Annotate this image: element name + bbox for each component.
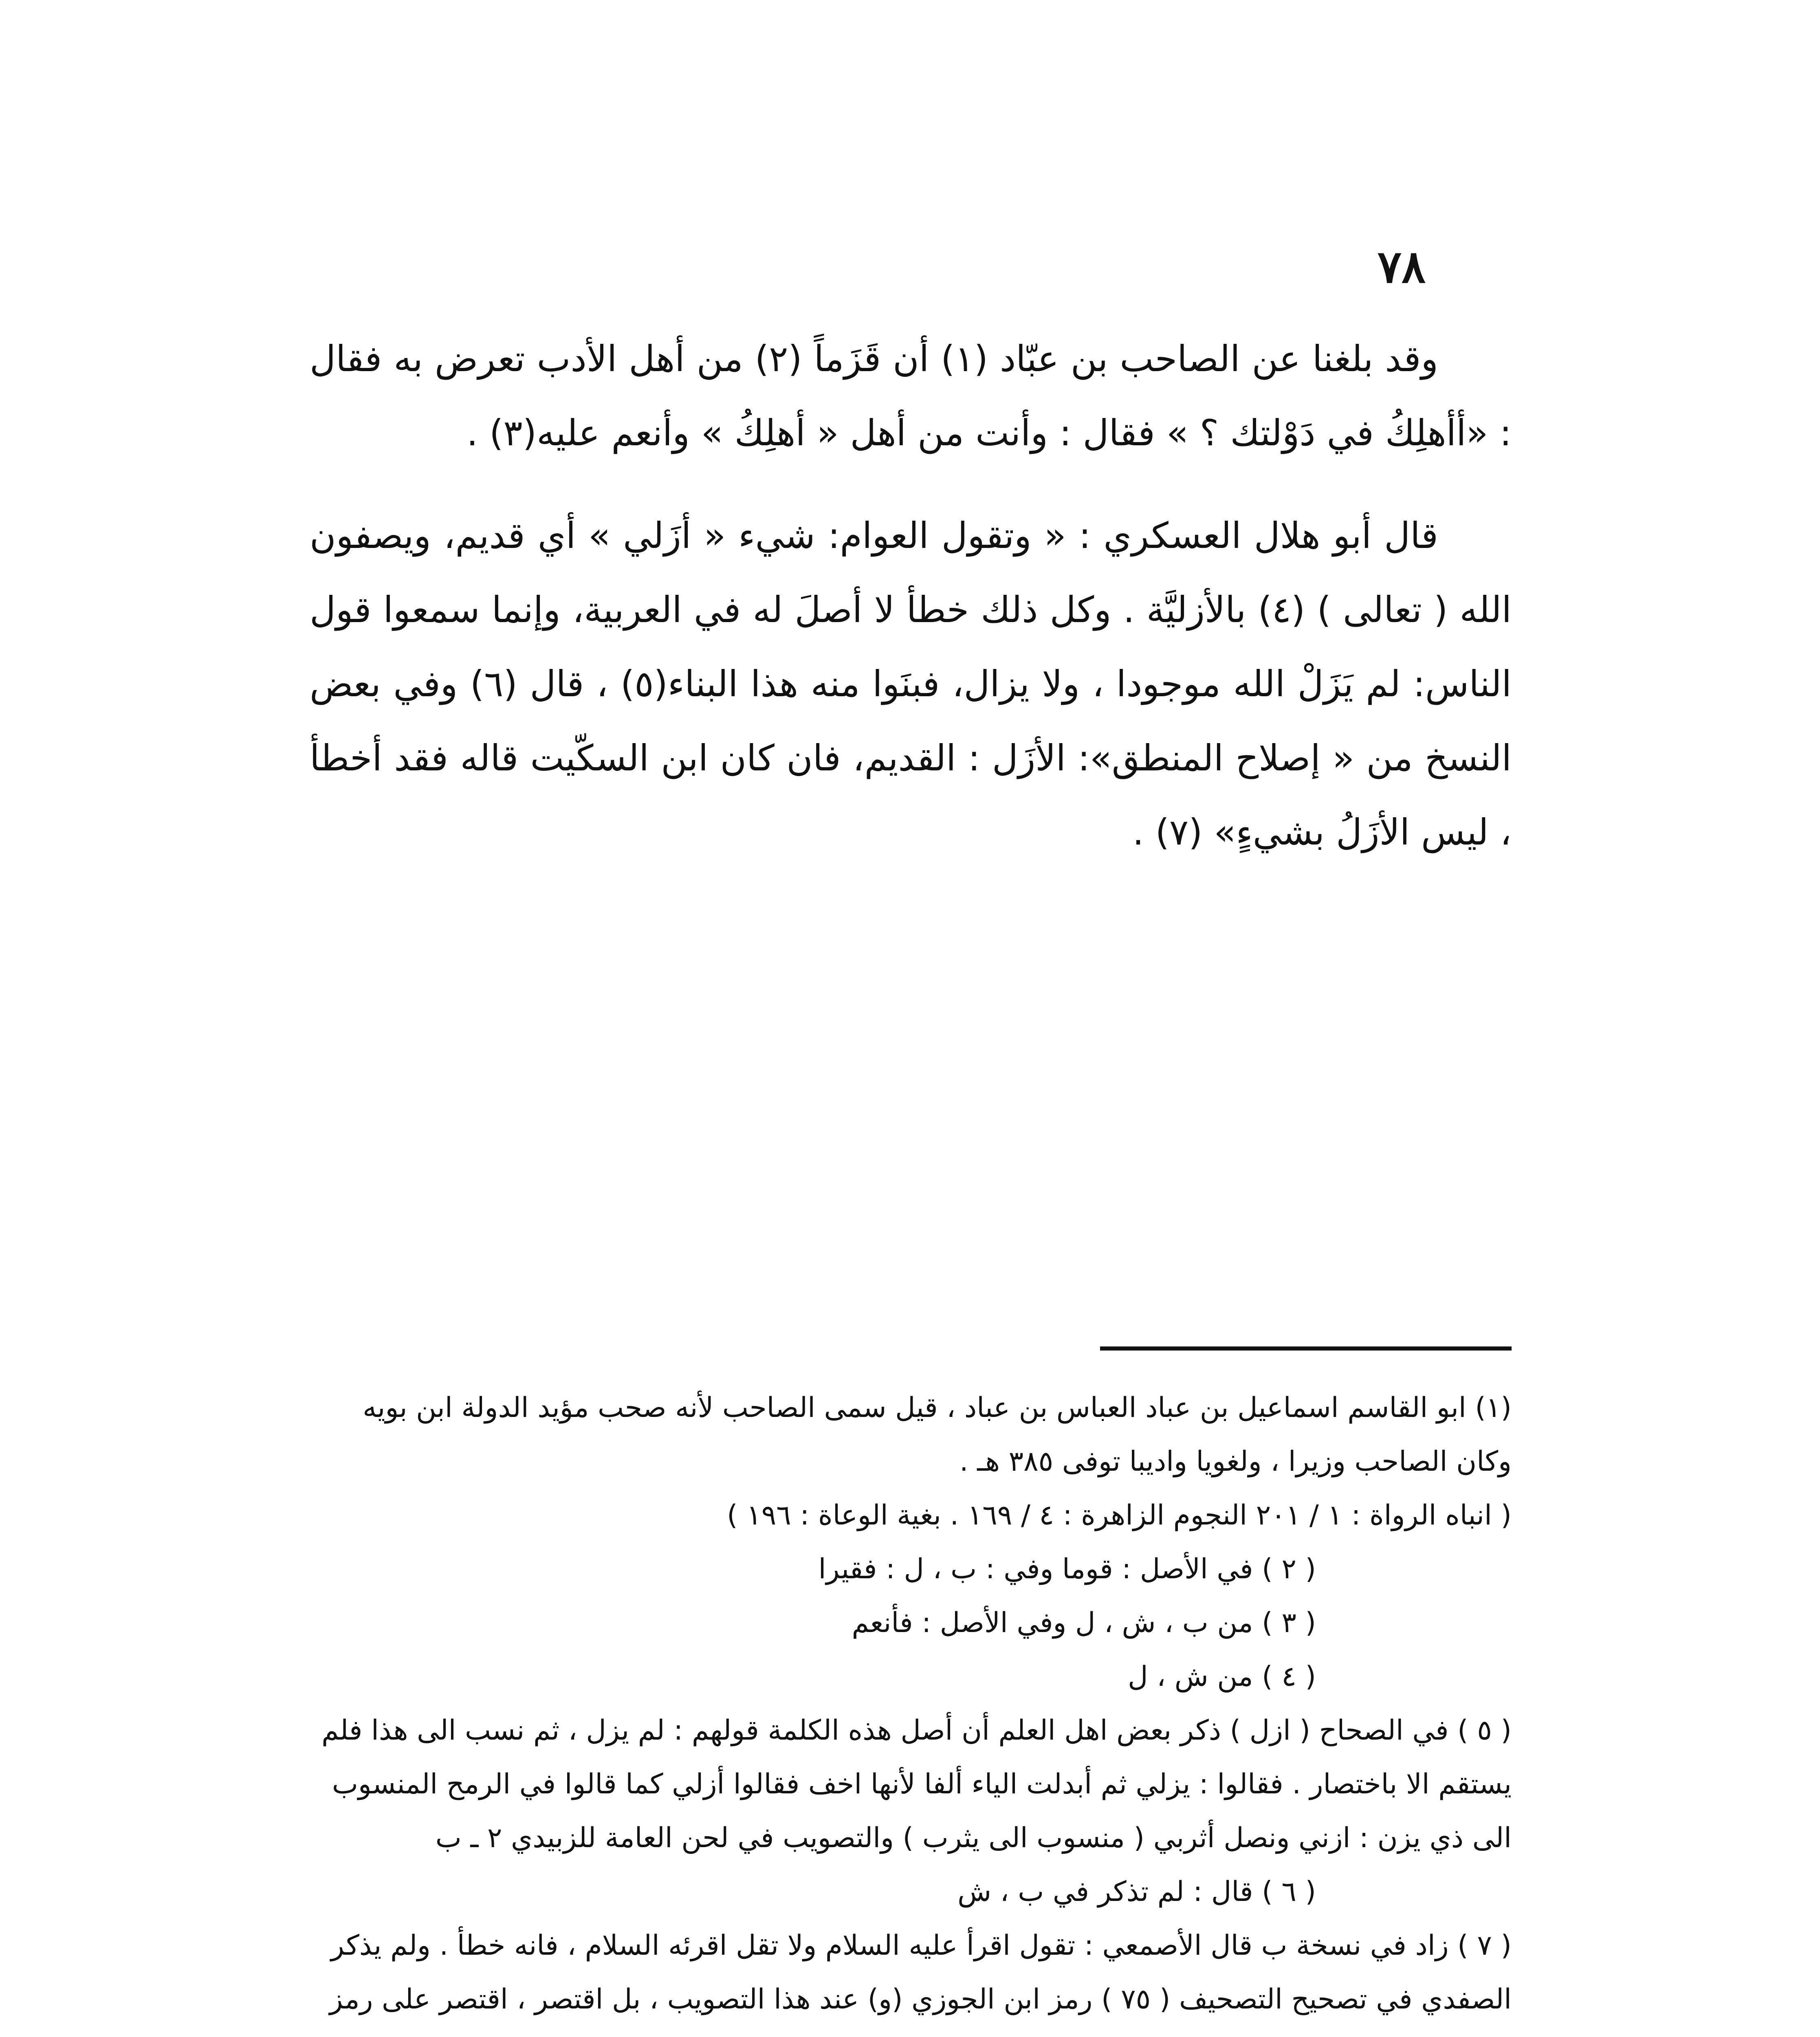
main-text (310, 322, 1512, 898)
paragraph: وقد بلغنا عن الصاحب بن عبّاد (١) أن قَزَماً (٢) من أهل الأدب تعرض به فقال : «أأهلِكُ في دَوْلتك ؟ » فقال : وأنت من أهل « أهلِكُ » وأنعم عليه(٣) . (310, 338, 1512, 454)
paragraph: قال أبو هلال العسكري : « وتقول العوام: شيء « أزَلي » أي قديم، ويصفون الله ( تعالى ) (٤) بالأزليَّة . وكل ذلك خطأ لا أصلَ له في العربية، وإنما سمعوا قول الناس: لم يَزَلْ الله موجودا ، ولا يزال، فبنَوا منه هذا البناء(٥) ، قال (٦) وفي بعض النسخ من « إصلاح المنطق»: الأزَل : القديم، فان كان ابن السكّيت قاله فقد أخطأ ، ليس الأزَلُ بشيءٍ» (٧) . (310, 515, 1512, 853)
footnote: ( ٣ ) من ب ، ش ، ل وفي الأصل : فأنعم (852, 1607, 1316, 1639)
footnote: ( ٤ ) من ش ، ل (1128, 1661, 1316, 1693)
footnote: ( انباه الرواة : ١ / ٢٠١ النجوم الزاهرة : ٤ / ١٦٩ . بغية الوعاة : ١٩٦ ) (727, 1499, 1512, 1531)
footnote: ( ٢ ) في الأصل : قوما وفي : ب ، ل : فقيرا (818, 1553, 1316, 1585)
footnote: ( ٥ ) في الصحاح ( ازل ) ذكر بعض اهل العلم أن أصل هذه الكلمة قولهم : لم يزل ، ثم نسب الى هذا فلم يستقم الا باختصار . فقالوا : يزلي ثم أبدلت الياء ألفا لأنها اخف فقالوا أزلي كما قالوا في الرمح المنسوب الى ذي يزن : ازني ونصل أثربي ( منسوب الى يثرب ) والتصويب في لحن العامة للزبيدي ٢ ـ ب (321, 1714, 1512, 1854)
footnotes (310, 1381, 1512, 2037)
page-number: ٧٨ (1377, 240, 1426, 293)
footnote-divider (1100, 1346, 1512, 1351)
footnote: (١) ابو القاسم اسماعيل بن عباد العباس بن عباد ، قيل سمى الصاحب لأنه صحب مؤيد الدولة ابن بويه وكان الصاحب وزيرا ، ولغويا واديبا توفى ٣٨٥ هـ . (363, 1392, 1512, 1478)
footnote: ( ٦ ) قال : لم تذكر في ب ، ش (957, 1876, 1316, 1908)
footnote: ( ٧ ) زاد في نسخة ب قال الأصمعي : تقول اقرأ عليه السلام ولا تقل اقرئه السلام ، فانه خطأ . ولم يذكر الصفدي في تصحيح التصحيف ( ٧٥ ) رمز ابن الجوزي (و) عند هذا التصويب ، بل اقتصر ، اقتصر على رمز (329, 1929, 1512, 2015)
